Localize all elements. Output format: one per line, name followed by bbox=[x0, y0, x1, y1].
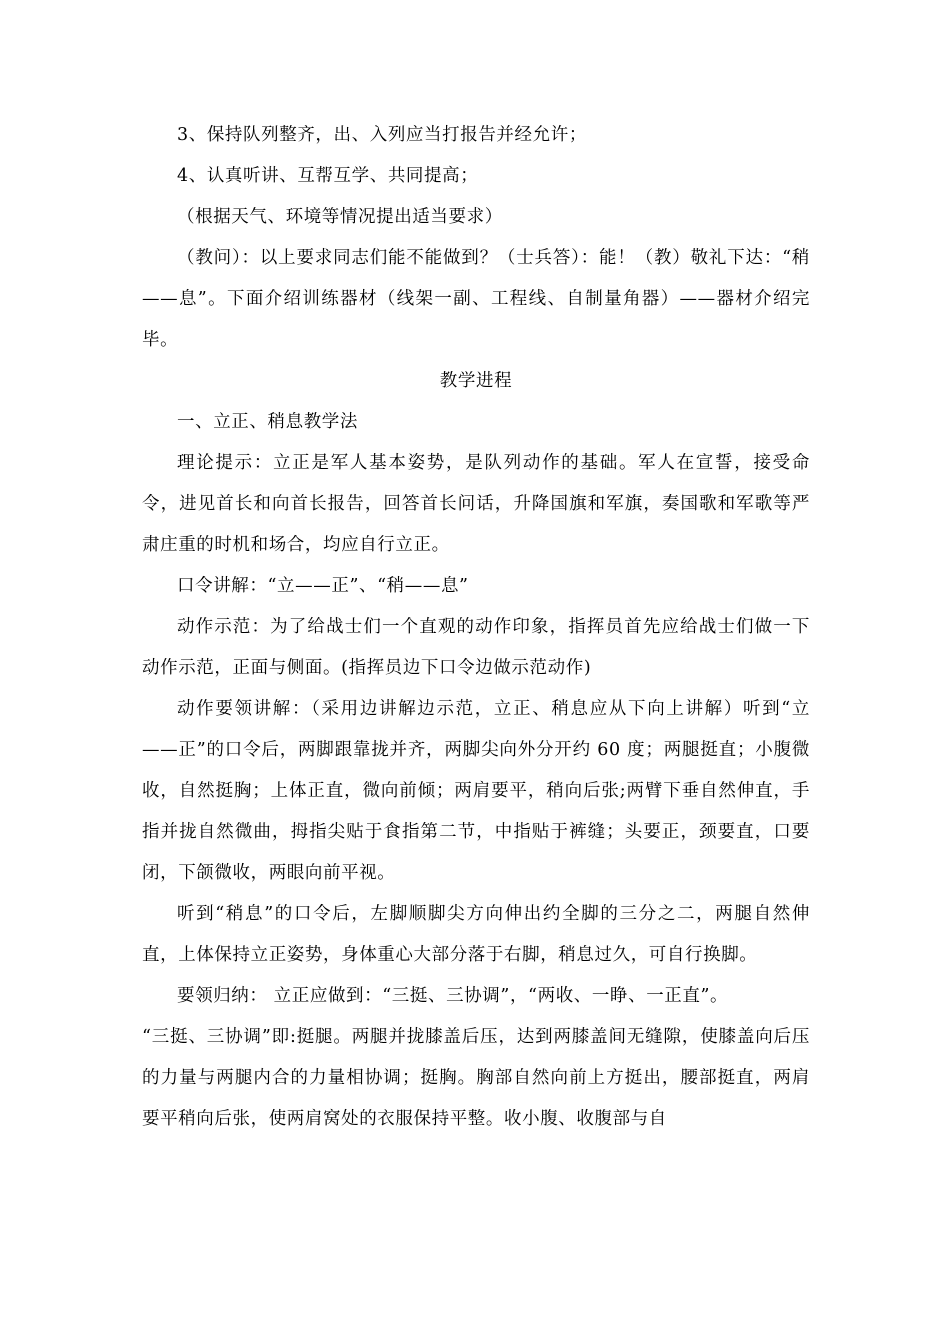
document-body bbox=[142, 115, 810, 1140]
rule-item-4: 4、认真听讲、互帮互学、共同提高； bbox=[177, 166, 479, 186]
essentials-paragraph: 动作要领讲解：（采用边讲解边示范，立正、稍息应从下向上讲解）听到“立——正”的口令后，两脚跟靠拢并齐，两脚尖向外分开约 60 度；两腿挺直；小腹微收，自然挺胸；上体正直，微向前倾；两肩要平，稍向后张;两臂下垂自然伸直，手指并拢自然微曲，拇指尖贴于食指第二节，中指贴于裤缝；头要正，颈要直，口要闭，下颌微收，两眼向前平视。 bbox=[142, 699, 810, 883]
summary-paragraph: 要领归纳： 立正应做到：“三挺、三协调”，“两收、一睁、一正直”。 bbox=[177, 986, 729, 1006]
command-paragraph: 口令讲解：“立——正”、“稍——息” bbox=[177, 576, 469, 596]
three-straight-paragraph: “三挺、三协调”即:挺腿。两腿并拢膝盖后压，达到两膝盖间无缝隙，使膝盖向后压的力量与两腿内合的力量相协调；挺胸。胸部自然向前上方挺出，腰部挺直，两肩要平稍向后张，使两肩窝处的衣服保持平整。收小腹、收腹部与自 bbox=[142, 1027, 810, 1129]
theory-paragraph: 理论提示：立正是军人基本姿势，是队列动作的基础。军人在宣誓，接受命令，进见首长和向首长报告，回答首长问话，升降国旗和军旗，奏国歌和军歌等严肃庄重的时机和场合，均应自行立正。 bbox=[142, 453, 810, 555]
rule-item-3: 3、保持队列整齐，出、入列应当打报告并经允许； bbox=[177, 125, 587, 145]
instructor-question-paragraph: （教问）：以上要求同志们能不能做到？（士兵答）：能！（教）敬礼下达：“稍——息”。下面介绍训练器材（线架一副、工程线、自制量角器）——器材介绍完毕。 bbox=[142, 248, 810, 350]
weather-note: （根据天气、环境等情况提出适当要求） bbox=[177, 207, 503, 227]
demonstration-paragraph: 动作示范：为了给战士们一个直观的动作印象，指挥员首先应给战士们做一下动作示范，正面与侧面。(指挥员边下口令边做示范动作) bbox=[142, 617, 810, 678]
at-ease-paragraph: 听到“稍息”的口令后，左脚顺脚尖方向伸出约全脚的三分之二，两腿自然伸直，上体保持立正姿势，身体重心大部分落于右脚，稍息过久，可自行换脚。 bbox=[142, 904, 810, 965]
subsection-heading: 一、立正、稍息教学法 bbox=[177, 412, 358, 432]
section-title: 教学进程 bbox=[439, 371, 513, 391]
